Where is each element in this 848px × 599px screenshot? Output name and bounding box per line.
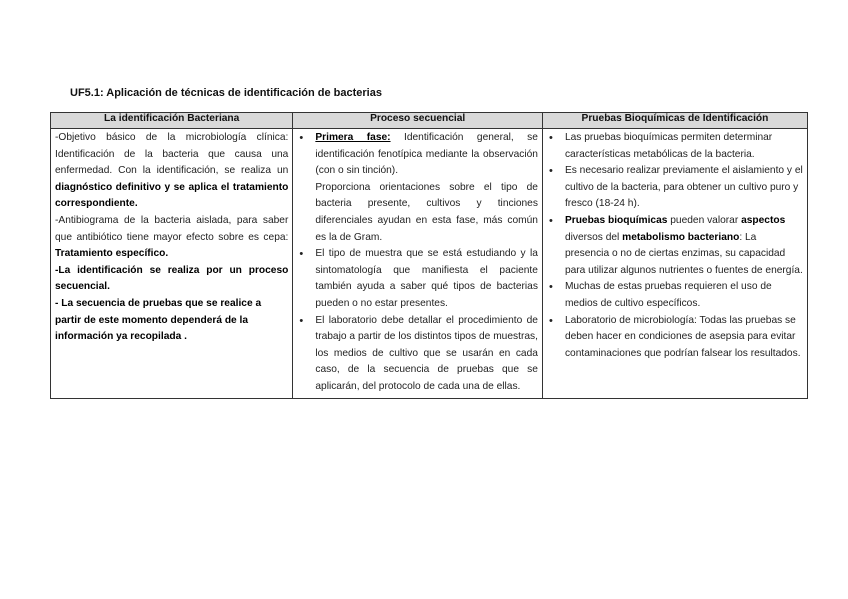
paragraph (55, 213, 288, 263)
list-item: • Es necesario realizar previamente el aislamiento y el cultivo de la bacteria, para obtener un cultivo puro y fresco (18-24 h). (565, 163, 803, 213)
bold-text: diagnóstico definitivo y se aplica el tratamiento correspondiente. (55, 181, 289, 210)
identification-table (50, 112, 808, 399)
bold-text: -La identificación se realiza por un proceso secuencial. (55, 264, 289, 293)
table-body-row (51, 129, 808, 399)
table-header-row (51, 113, 808, 129)
paragraph (55, 130, 288, 213)
header-proceso: Proceso secuencial (293, 113, 543, 129)
list-item (315, 130, 538, 246)
cell-proceso (293, 129, 543, 399)
list-item: • El tipo de muestra que se está estudiando y la sintomatología que manifiesta el paciente también ayuda a saber qué tipos de bacterias pueden o no estar presentes. (315, 246, 538, 312)
list-item: • El laboratorio debe detallar el procedimiento de trabajo a partir de los distintos tipos de muestras, los medios de cultivo que se usarán en cada caso, de la secuencia de pruebas que se aplicarán, del protocolo de cada una de ellas. (315, 313, 538, 396)
document-title: UF5.1: Aplicación de técnicas de identificación de bacterias (70, 87, 382, 99)
cell-identificacion (51, 129, 293, 399)
paragraph (55, 263, 288, 296)
bold-text: Tratamiento específico. (55, 248, 169, 260)
text: -Antibiograma de la bacteria aislada, para saber que antibiótico tiene mayor efecto sobre es cepa: (55, 214, 289, 243)
bold-text: aspectos (741, 214, 786, 226)
text: Proporciona orientaciones sobre el tipo de bacteria presente, cultivos y tinciones diferenciales ayudan en esta fase, más común es la de Gram. (315, 181, 538, 243)
header-pruebas: Pruebas Bioquímicas de Identificación (542, 113, 807, 129)
cell-pruebas (542, 129, 807, 399)
text: diversos del (564, 231, 623, 243)
list-item: • Laboratorio de microbiología: Todas las pruebas se deben hacer en condiciones de asepsia para evitar contaminaciones que podrían falsear los resultados. (565, 313, 803, 363)
text: Identificación general, se identificación fenotípica mediante la observación (con o sin tinción). (315, 132, 538, 177)
bold-text: - La secuencia de pruebas que se realice a partir de este momento dependerá de la información ya recopilada . (55, 297, 262, 343)
text: : La presencia o no de ciertas enzimas, su capacidad para utilizar algunos nutrientes o fuentes de energía. (564, 231, 803, 276)
text: pueden valorar (667, 214, 742, 226)
paragraph (55, 296, 288, 346)
list-item: • Las pruebas bioquímicas permiten determinar características metabólicas de la bacteria. (565, 130, 803, 163)
header-identificacion: La identificación Bacteriana (51, 113, 293, 129)
list-item: • Muchas de estas pruebas requieren el uso de medios de cultivo específicos. (565, 279, 803, 312)
text: -Objetivo básico de la microbiología clínica: Identificación de la bacteria que causa una enfermedad. Con la identificación, se realiza un (55, 132, 289, 177)
bullet-list (297, 130, 538, 396)
bold-text: metabolismo bacteriano (622, 231, 740, 243)
list-item (565, 213, 803, 279)
phase-label: Primera fase: (315, 132, 391, 143)
bold-text: Pruebas bioquímicas (564, 214, 668, 226)
bullet-list (547, 130, 803, 362)
